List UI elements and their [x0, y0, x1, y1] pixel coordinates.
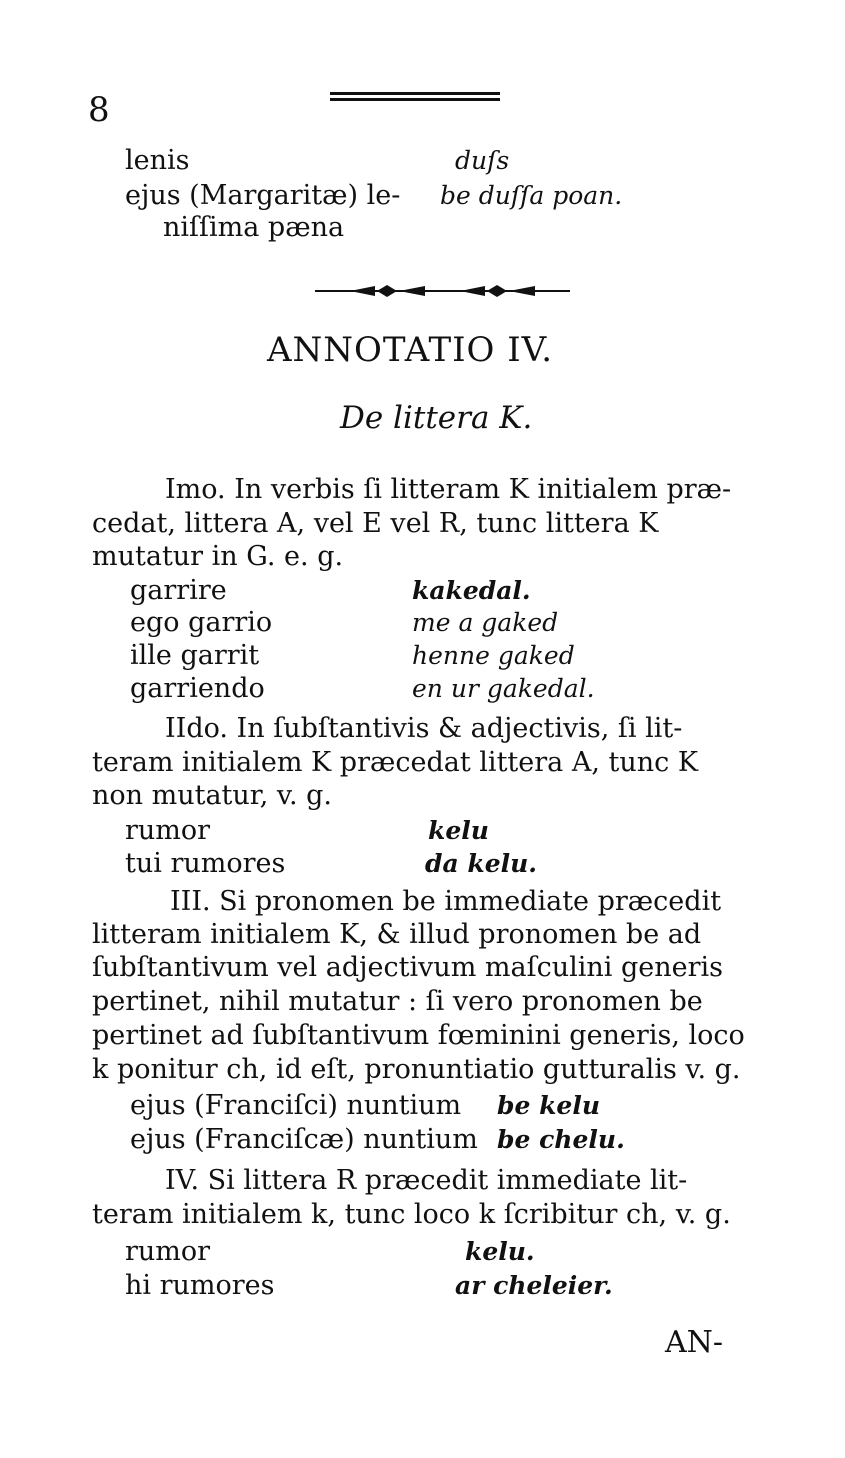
rule3-line-4: pertinet, nihil mutatur : ſi vero pronomen be: [92, 986, 703, 1017]
rule1-example-breton: en ur gakedal.: [412, 674, 595, 703]
rule1-line-3: mutatur in G. e. g.: [92, 541, 344, 572]
top-breton-1: duſs: [455, 146, 510, 175]
top-latin-1: lenis: [125, 145, 190, 176]
rule2-line-2: teram initialem K præcedat littera A, tunc K: [92, 747, 698, 778]
section-heading: ANNOTATIO IV.: [267, 330, 554, 370]
rule4-example-breton: kelu.: [465, 1237, 535, 1266]
rule4-example-latin: hi rumores: [125, 1270, 275, 1301]
rule3-line-5: pertinet ad ſubſtantivum fœminini generis, loco: [92, 1020, 745, 1051]
rule2-example-breton: da kelu.: [425, 849, 537, 878]
catchword: AN-: [665, 1325, 724, 1360]
top-latin-3: niſſima pæna: [163, 212, 345, 243]
rule1-example-breton: kakedal.: [412, 576, 531, 605]
rule1-example-latin: ille garrit: [130, 640, 260, 671]
rule2-example-breton: kelu: [428, 816, 489, 845]
rule1-example-latin: garrire: [130, 575, 227, 606]
rule3-example-breton: be chelu.: [497, 1125, 625, 1154]
top-latin-2: ejus (Margaritæ) le-: [125, 180, 401, 211]
rule1-example-breton: me a gaked: [412, 608, 559, 637]
ornament-divider: [315, 283, 570, 297]
rule3-line-1: III. Si pronomen be immediate præcedit: [170, 886, 722, 917]
rule3-line-2: litteram initialem K, & illud pronomen be ad: [92, 919, 702, 950]
rule1-line-2: cedat, littera A, vel E vel R, tunc littera K: [92, 508, 659, 539]
page-number: 8: [88, 90, 110, 130]
rule2-example-latin: rumor: [125, 815, 211, 846]
rule3-line-6: k ponitur ch, id eſt, pronuntiatio gutturalis v. g.: [92, 1054, 741, 1085]
rule2-example-latin: tui rumores: [125, 848, 286, 879]
rule2-line-3: non mutatur, v. g.: [92, 780, 332, 811]
header-rule: [330, 92, 500, 104]
rule1-example-latin: garriendo: [130, 673, 265, 704]
rule4-example-breton: ar cheleier.: [455, 1271, 613, 1300]
rule2-line-1: IIdo. In ſubſtantivis & adjectivis, ſi lit-: [165, 713, 683, 744]
rule4-line-1: IV. Si littera R præcedit immediate lit-: [165, 1165, 688, 1196]
rule4-example-latin: rumor: [125, 1236, 211, 1267]
rule3-example-latin: ejus (Franciſcæ) nuntium: [130, 1124, 478, 1155]
rule1-example-latin: ego garrio: [130, 607, 273, 638]
rule1-example-breton: henne gaked: [412, 641, 575, 670]
rule3-example-breton: be kelu: [497, 1091, 600, 1120]
rule3-example-latin: ejus (Franciſci) nuntium: [130, 1090, 462, 1121]
rule3-line-3: ſubſtantivum vel adjectivum maſculini generis: [92, 952, 724, 983]
section-subheading: De littera K.: [340, 400, 533, 436]
top-breton-2: be duſſa poan.: [440, 181, 623, 210]
rule4-line-2: teram initialem k, tunc loco k ſcribitur ch, v. g.: [92, 1199, 731, 1230]
rule1-line-1: Imo. In verbis ſi litteram K initialem præ-: [165, 474, 732, 505]
